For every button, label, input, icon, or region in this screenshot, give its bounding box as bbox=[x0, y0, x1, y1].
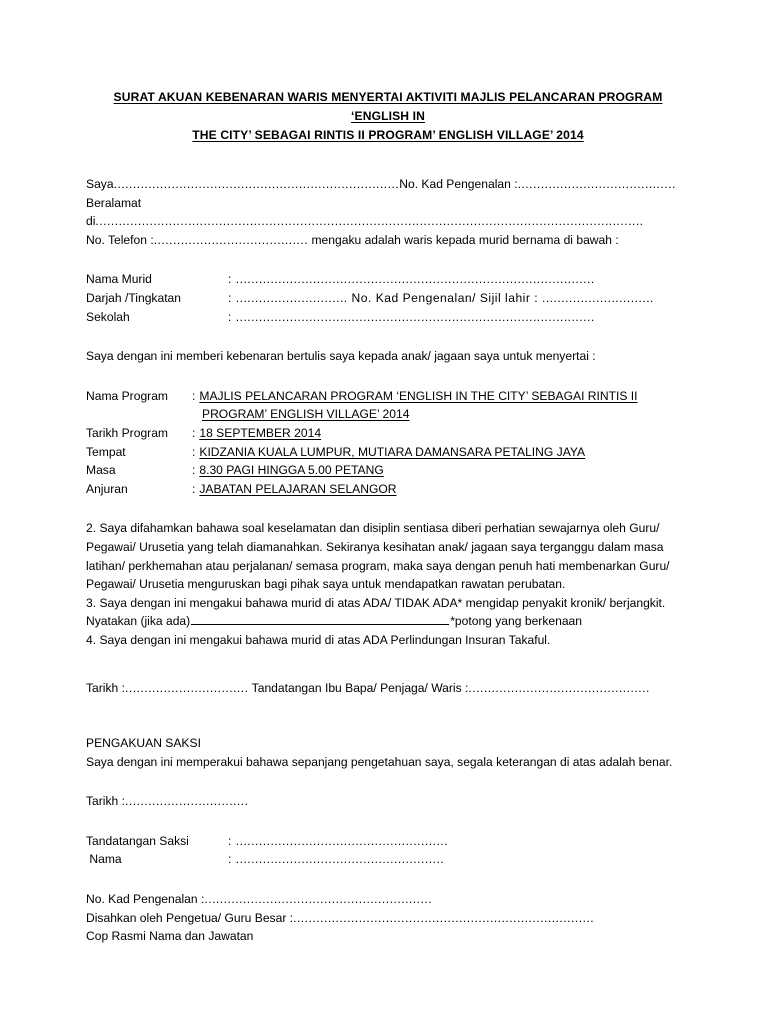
program-name-value-continued-wrap bbox=[192, 405, 690, 424]
program-row-date bbox=[86, 424, 690, 443]
program-time-label: Masa bbox=[86, 463, 116, 478]
clause-3-text-before: 3. Saya dengan ini mengakui bahawa murid di atas ADA/ TIDAK ADA* mengidap penyakit kronik/ berjangkit. Nyatakan (jika ada) bbox=[86, 595, 666, 629]
student-class-label: Darjah /Tingkatan bbox=[86, 290, 182, 305]
saya-label: Saya bbox=[86, 177, 114, 191]
program-row-organiser bbox=[86, 480, 690, 499]
witness-signature-dotted-field[interactable]: : ....................................................... bbox=[228, 833, 449, 848]
witness-statement: Saya dengan ini memperakui bahawa sepanjang pengetahuan saya, segala keterangan di atas adalah benar. bbox=[86, 754, 673, 769]
address-label: Beralamat di bbox=[86, 195, 142, 229]
signature-row bbox=[86, 679, 690, 698]
official-stamp-label: Cop Rasmi Nama dan Jawatan bbox=[86, 929, 254, 944]
clauses-section bbox=[86, 519, 690, 649]
program-organiser-label: Anjuran bbox=[86, 481, 128, 496]
student-school-label: Sekolah bbox=[86, 309, 130, 324]
witness-date-row bbox=[86, 792, 690, 811]
signature-date-dotted-field[interactable]: ................................ bbox=[124, 681, 249, 696]
guardian-name-row bbox=[86, 175, 690, 194]
student-row bbox=[86, 289, 690, 308]
guardian-ic-dotted-field[interactable]: ......................................... bbox=[517, 177, 676, 191]
program-row-venue bbox=[86, 443, 690, 462]
principal-label: Disahkan oleh Pengetua/ Guru Besar : bbox=[86, 910, 294, 925]
clause-3-blank-field[interactable] bbox=[191, 613, 449, 625]
consent-statement: Saya dengan ini memberi kebenaran bertulis saya kepada anak/ jagaan saya untuk menyertai : bbox=[86, 349, 596, 364]
witness-heading: PENGAKUAN SAKSI bbox=[86, 736, 201, 751]
program-date-colon: : bbox=[192, 425, 196, 440]
witness-signature-row bbox=[86, 832, 690, 851]
signature-date-label: Tarikh : bbox=[86, 681, 125, 696]
program-venue-label: Tempat bbox=[86, 444, 126, 459]
witness-date-label: Tarikh : bbox=[86, 794, 125, 809]
document-title bbox=[86, 88, 690, 145]
clause-3 bbox=[86, 594, 690, 631]
student-section bbox=[86, 270, 690, 326]
witness-signature-label: Tandatangan Saksi bbox=[86, 833, 189, 848]
clause-4: 4. Saya dengan ini mengakui bahawa murid di atas ADA Perlindungan Insuran Takaful. bbox=[86, 632, 551, 647]
program-organiser-value: JABATAN PELAJARAN SELANGOR bbox=[199, 481, 397, 496]
phone-dotted-field[interactable]: ........................................ bbox=[153, 232, 309, 247]
document-title-line-2: THE CITY’ SEBAGAI RINTIS II PROGRAM’ ENGLISH VILLAGE’ 2014 bbox=[192, 128, 584, 142]
guardian-phone-row bbox=[86, 231, 690, 250]
program-organiser-colon: : bbox=[192, 481, 196, 496]
witness-name-dotted-field[interactable]: : ...................................................... bbox=[228, 852, 445, 867]
witness-section bbox=[86, 734, 690, 946]
witness-ic-label: No. Kad Pengenalan : bbox=[86, 892, 205, 907]
guardian-section bbox=[86, 175, 690, 249]
student-name-label: Nama Murid bbox=[86, 272, 152, 287]
witness-date-dotted-field[interactable]: ................................ bbox=[124, 794, 249, 809]
program-name-label: Nama Program bbox=[86, 388, 168, 403]
program-venue-value: KIDZANIA KUALA LUMPUR, MUTIARA DAMANSARA PETALING JAYA bbox=[199, 444, 586, 459]
program-date-value: 18 SEPTEMBER 2014 bbox=[199, 425, 322, 440]
address-dotted-field[interactable]: .............................................................................................................................................. bbox=[95, 214, 644, 229]
witness-name-row bbox=[86, 850, 690, 869]
program-details-section bbox=[86, 387, 690, 499]
phone-tail-text: mengaku adalah waris kepada murid bernama di bawah : bbox=[311, 232, 619, 247]
guardian-address-row bbox=[86, 194, 690, 231]
student-class-dotted-field[interactable]: : ............................. No. Kad Pengenalan/ Sijil lahir : ............................. bbox=[228, 290, 654, 305]
program-date-label: Tarikh Program bbox=[86, 425, 168, 440]
student-name-dotted-field[interactable]: : ............................................................................................. bbox=[228, 272, 595, 287]
principal-verification-row bbox=[86, 909, 690, 928]
document-title-line-1: SURAT AKUAN KEBENARAN WARIS MENYERTAI AKTIVITI MAJLIS PELANCARAN PROGRAM ‘ENGLISH IN bbox=[113, 90, 663, 123]
program-venue-colon: : bbox=[192, 444, 196, 459]
saya-dotted-field[interactable]: .......................................................................... bbox=[113, 177, 400, 191]
signature-dotted-field[interactable]: ............................................... bbox=[468, 681, 650, 696]
student-row bbox=[86, 308, 690, 327]
witness-ic-row bbox=[86, 890, 690, 909]
signature-label: Tandatangan Ibu Bapa/ Penjaga/ Waris : bbox=[251, 681, 469, 696]
program-name-value-continued: PROGRAM’ ENGLISH VILLAGE’ 2014 bbox=[202, 407, 410, 422]
program-row-time bbox=[86, 461, 690, 480]
program-name-value: MAJLIS PELANCARAN PROGRAM ‘ENGLISH IN THE CITY’ SEBAGAI RINTIS II bbox=[199, 388, 638, 403]
program-time-colon: : bbox=[192, 463, 196, 478]
clause-3-text-after: *potong yang berkenaan bbox=[450, 614, 583, 629]
program-row-name bbox=[86, 387, 690, 406]
student-school-dotted-field[interactable]: : ............................................................................................. bbox=[228, 309, 595, 324]
student-row bbox=[86, 270, 690, 289]
program-name-colon: : bbox=[192, 388, 196, 403]
program-time-value: 8.30 PAGI HINGGA 5.00 PETANG bbox=[199, 463, 384, 478]
principal-dotted-field[interactable]: .............................................................................. bbox=[293, 910, 595, 925]
witness-name-label: Nama bbox=[86, 852, 122, 867]
phone-label: No. Telefon : bbox=[86, 232, 154, 247]
clause-2: 2. Saya difahamkan bahawa soal keselamatan dan disiplin sentiasa diberi perhatian sewajarnya oleh Guru/ Pegawai/ Urusetia yang telah diamanahkan. Sekiranya kesihatan anak/ jagaan saya terganggu dalam masa latihan/ perkhemahan atau perjalanan/ semasa program, maka saya dengan penuh hati membenarkan Guru/ Pegawai/ Urusetia menguruskan bagi pihak saya untuk mendapatkan rawatan perubatan. bbox=[86, 521, 670, 592]
guardian-ic-label: No. Kad Pengenalan : bbox=[399, 177, 518, 191]
witness-ic-dotted-field[interactable]: ........................................................... bbox=[204, 892, 433, 907]
